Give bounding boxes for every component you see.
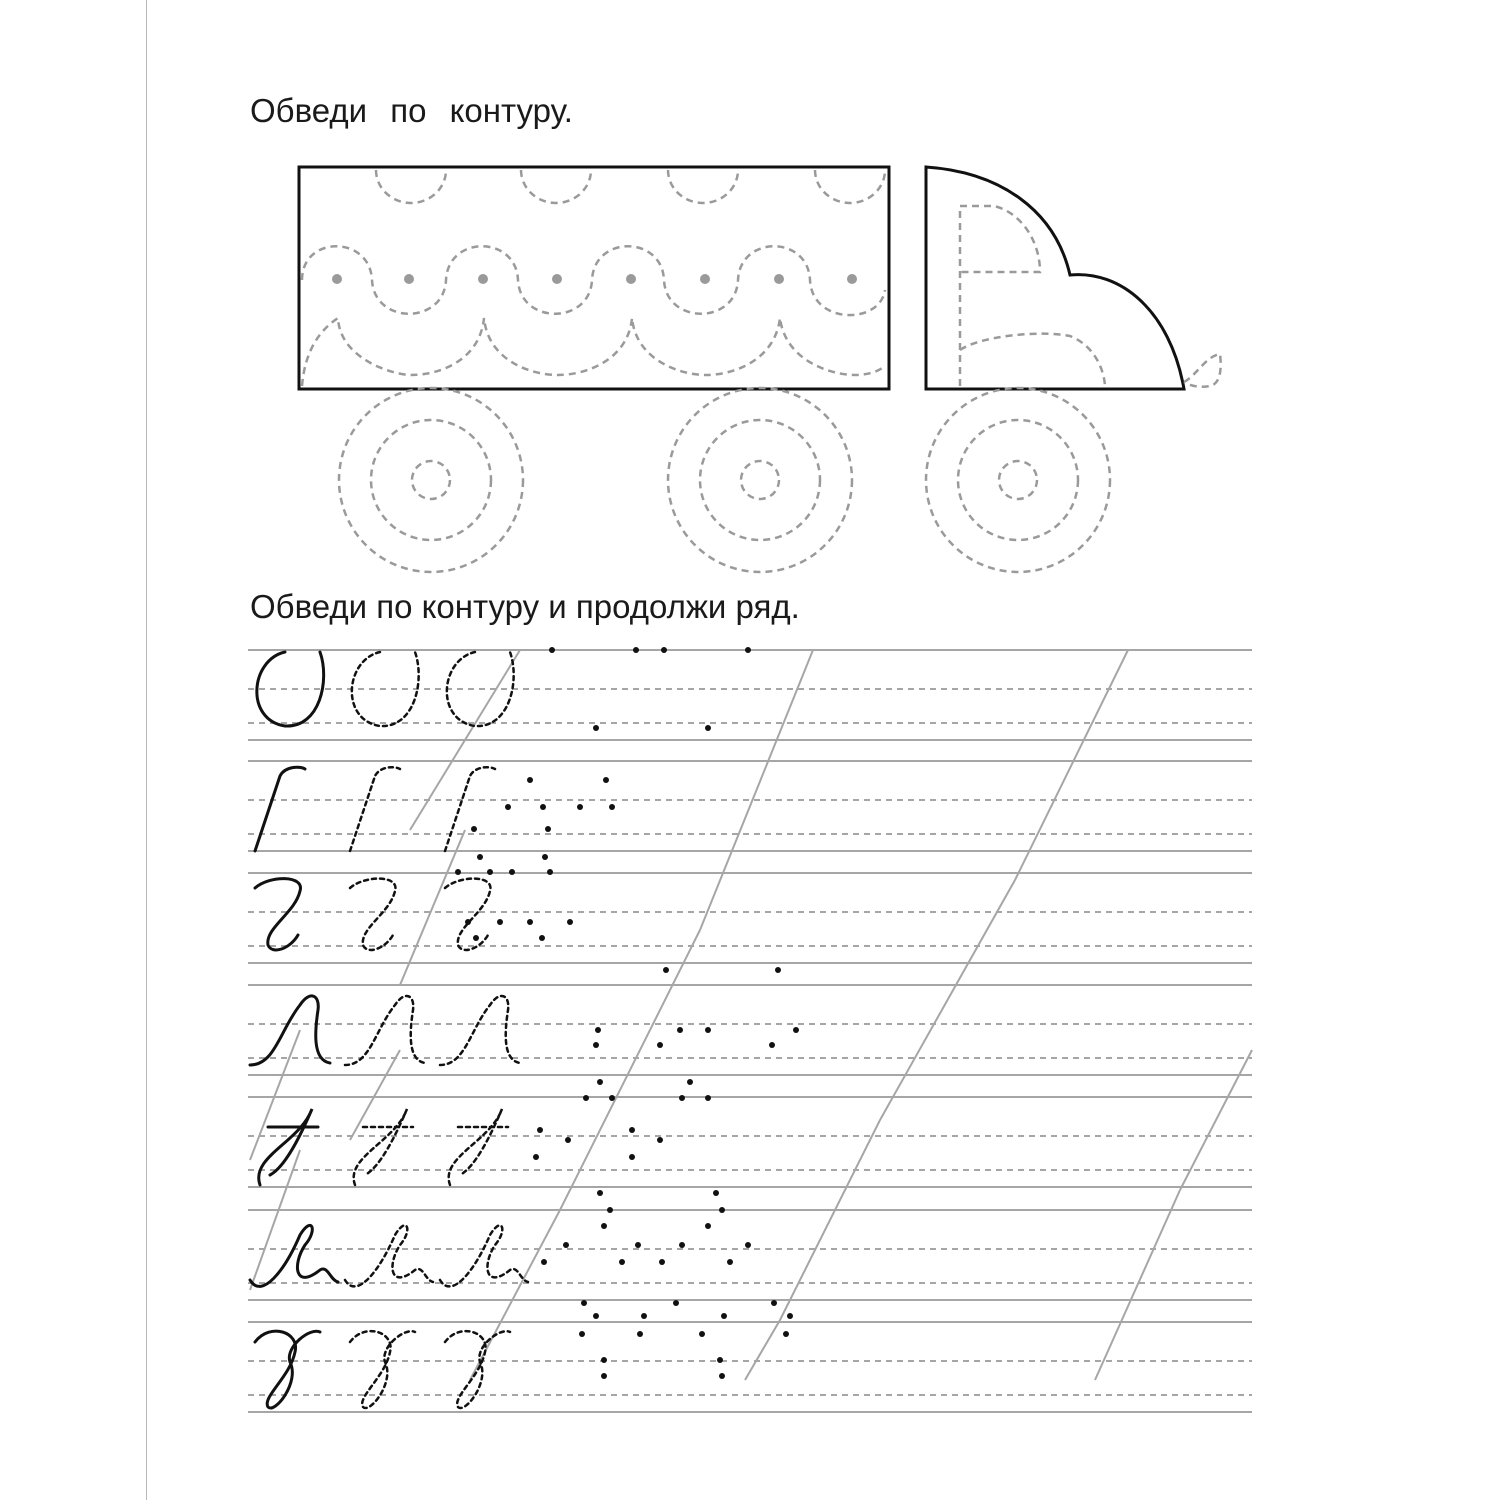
instruction-trace-contour: Обведи по контуру. — [250, 92, 573, 129]
guide-dot — [487, 869, 493, 875]
guide-dot — [497, 919, 503, 925]
guide-dot — [783, 1331, 789, 1337]
guide-dot — [719, 1207, 725, 1213]
guide-dot — [705, 725, 711, 731]
guide-dot — [713, 1190, 719, 1196]
guide-dot — [473, 935, 479, 941]
slant-line — [1095, 1190, 1180, 1380]
dashed-trace-stroke — [445, 1331, 510, 1408]
guide-dot — [657, 1042, 663, 1048]
guide-dot — [787, 1313, 793, 1319]
guide-dot — [661, 647, 667, 653]
solid-example-stroke — [255, 1331, 320, 1408]
dashed-trace-stroke — [445, 767, 495, 851]
slant-line — [1015, 650, 1128, 880]
dashed-trace-stroke — [345, 1225, 433, 1286]
dashed-trace-2 — [440, 996, 520, 1065]
guide-dot — [537, 1127, 543, 1133]
guide-dot — [465, 919, 471, 925]
dashed-trace-2 — [445, 1331, 510, 1408]
guide-dot — [663, 967, 669, 973]
guide-dot — [477, 854, 483, 860]
guide-dot — [539, 935, 545, 941]
guide-dot — [769, 1042, 775, 1048]
solid-example-stroke — [255, 767, 305, 851]
guide-dot — [633, 647, 639, 653]
dashed-trace-stroke — [350, 1331, 415, 1408]
solid-example-stroke — [255, 879, 300, 950]
dashed-trace-stroke — [345, 996, 425, 1065]
dashed-trace-stroke — [350, 767, 400, 851]
guide-dot — [705, 1223, 711, 1229]
dashed-trace-1 — [345, 1225, 433, 1286]
guide-dot — [745, 1242, 751, 1248]
guide-dot — [657, 1137, 663, 1143]
guide-dot — [793, 1027, 799, 1033]
dashed-trace-2 — [445, 879, 490, 950]
practice-row-cursive-reverse-loop — [255, 1300, 793, 1408]
guide-dot — [533, 1154, 539, 1160]
guide-dot — [579, 1331, 585, 1337]
guide-dot — [595, 1027, 601, 1033]
guide-dot — [540, 804, 546, 810]
guide-dot — [567, 919, 573, 925]
guide-dot — [687, 1079, 693, 1085]
guide-dot — [455, 869, 461, 875]
guide-dot — [609, 1095, 615, 1101]
guide-dot — [679, 1095, 685, 1101]
guide-dot — [471, 826, 477, 832]
slant-line — [560, 930, 700, 1210]
guide-dot — [601, 1223, 607, 1229]
guide-dot — [705, 1095, 711, 1101]
guide-dot — [673, 1300, 679, 1306]
guide-dot — [527, 919, 533, 925]
guide-dot — [679, 1242, 685, 1248]
dashed-trace-1 — [350, 879, 395, 950]
guide-dot — [659, 1259, 665, 1265]
guide-dot — [745, 647, 751, 653]
slant-line — [780, 1120, 880, 1320]
instruction-trace-continue-row: Обведи по контуру и продолжи ряд. — [250, 588, 800, 625]
solid-example-stroke — [259, 1109, 318, 1185]
guide-dot — [629, 1127, 635, 1133]
guide-dot — [542, 854, 548, 860]
guide-dot — [601, 1373, 607, 1379]
guide-dot — [607, 1207, 613, 1213]
guide-dot — [597, 1079, 603, 1085]
dashed-trace-1 — [354, 1109, 413, 1185]
guide-dot — [609, 804, 615, 810]
ruled-lines — [248, 650, 1252, 1412]
solid-example-stroke — [257, 652, 324, 726]
guide-dot — [581, 1300, 587, 1306]
slant-line — [880, 880, 1015, 1120]
dashed-trace-2 — [449, 1109, 508, 1185]
guide-dot — [505, 804, 511, 810]
guide-dot — [619, 1259, 625, 1265]
guide-dot — [583, 1095, 589, 1101]
guide-dot — [601, 1357, 607, 1363]
guide-dot — [541, 1259, 547, 1265]
slant-lines — [250, 650, 1252, 1380]
guide-dot — [705, 1027, 711, 1033]
practice-row-cursive-l-shape — [250, 967, 799, 1065]
guide-dot — [629, 1154, 635, 1160]
guide-dot — [577, 804, 583, 810]
guide-dot — [547, 869, 553, 875]
dashed-trace-2 — [445, 767, 495, 851]
guide-dot — [699, 1331, 705, 1337]
dashed-trace-stroke — [440, 996, 520, 1065]
guide-dot — [775, 967, 781, 973]
guide-dot — [721, 1313, 727, 1319]
guide-dot — [593, 725, 599, 731]
guide-dot — [593, 1042, 599, 1048]
slant-line — [400, 830, 465, 985]
guide-dot — [677, 1027, 683, 1033]
guide-dot — [597, 1190, 603, 1196]
dashed-trace-1 — [350, 1331, 415, 1408]
dashed-trace-1 — [350, 767, 400, 851]
guide-dot — [637, 1331, 643, 1337]
guide-dot — [641, 1313, 647, 1319]
slant-line — [745, 1320, 780, 1380]
practice-row-cursive-g-shape — [255, 854, 573, 950]
dashed-trace-stroke — [449, 1109, 508, 1185]
dashed-trace-2 — [440, 1225, 528, 1286]
guide-dot — [565, 1137, 571, 1143]
dashed-trace-stroke — [354, 1109, 413, 1185]
guide-dot — [593, 1313, 599, 1319]
dashed-trace-stroke — [445, 879, 490, 950]
guide-dot — [727, 1259, 733, 1265]
guide-dot — [527, 777, 533, 783]
guide-dot — [509, 869, 515, 875]
dashed-trace-stroke — [440, 1225, 528, 1286]
slant-line — [700, 650, 813, 930]
practice-row-slanted-hook — [255, 767, 615, 851]
guide-dot — [719, 1373, 725, 1379]
guide-dot — [635, 1242, 641, 1248]
guide-dot — [545, 826, 551, 832]
dashed-trace-1 — [345, 996, 425, 1065]
practice-row-cursive-double-loop — [250, 1190, 751, 1286]
guide-dot — [717, 1357, 723, 1363]
dashed-trace-stroke — [350, 879, 395, 950]
guide-dot — [771, 1300, 777, 1306]
guide-dot — [563, 1242, 569, 1248]
guide-dot — [603, 777, 609, 783]
guide-dot — [549, 647, 555, 653]
